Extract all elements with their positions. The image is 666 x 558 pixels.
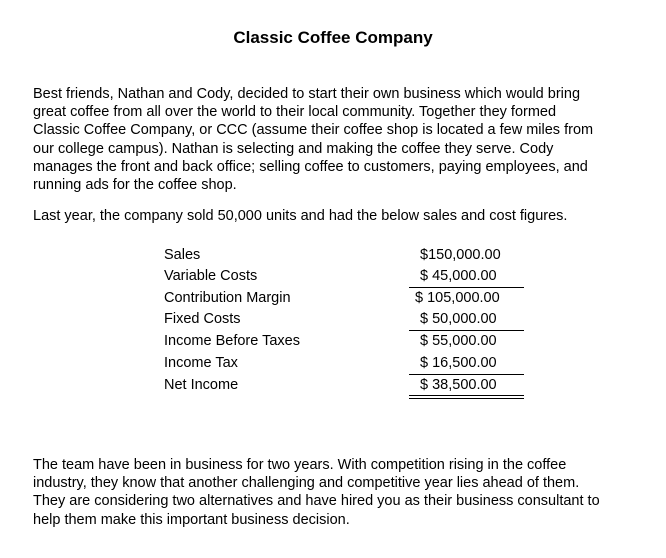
closing-line: They are considering two alternatives and have hired you as their business consultant to <box>33 493 600 510</box>
subtotal-rule <box>409 287 524 288</box>
closing-paragraph <box>33 456 600 529</box>
last-year-paragraph <box>33 207 567 225</box>
intro-line: Best friends, Nathan and Cody, decided to start their own business which would bring <box>33 86 581 102</box>
contribution-margin-label: Contribution Margin <box>164 290 291 306</box>
subtotal-rule <box>409 330 524 331</box>
intro-line: great coffee from all over the world to their local community. Together they formed <box>33 104 557 121</box>
fixed-costs-amount: $ 50,000.00 <box>420 311 497 327</box>
variable-costs-amount: $ 45,000.00 <box>420 268 497 284</box>
intro-paragraph <box>33 85 593 194</box>
income-tax-label: Income Tax <box>164 355 238 371</box>
income-before-taxes-amount: $ 55,000.00 <box>420 333 497 349</box>
intro-line: running ads for the coffee shop. <box>33 177 237 194</box>
fixed-costs-label: Fixed Costs <box>164 311 241 327</box>
net-income-label: Net Income <box>164 377 239 393</box>
closing-line: help them make this important business decision. <box>33 511 350 528</box>
last-year-line: Last year, the company sold 50,000 units and had the below sales and cost figures. <box>33 208 568 224</box>
document-title: Classic Coffee Company <box>233 28 433 47</box>
closing-line: industry, they know that another challenging and competitive year lies ahead of them. <box>33 475 580 492</box>
income-before-taxes-label: Income Before Taxes <box>164 333 300 349</box>
closing-line: The team have been in business for two years. With competition rising in the coffee <box>33 457 567 473</box>
intro-line: Classic Coffee Company, or CCC (assume their coffee shop is located a few miles from <box>33 122 594 139</box>
sales-label: Sales <box>164 247 201 263</box>
subtotal-rule <box>409 374 524 375</box>
sales-amount: $150,000.00 <box>420 247 501 263</box>
variable-costs-label: Variable Costs <box>164 268 258 284</box>
total-double-rule-top <box>409 395 524 396</box>
intro-line: our college campus). Nathan is selecting and making the coffee they serve. Cody <box>33 140 554 157</box>
net-income-amount: $ 38,500.00 <box>420 377 497 393</box>
total-double-rule-bottom <box>409 398 524 399</box>
intro-line: manages the front and back office; selling coffee to customers, paying employees, and <box>33 158 588 175</box>
income-tax-amount: $ 16,500.00 <box>420 355 497 371</box>
contribution-margin-amount: $ 105,000.00 <box>415 290 500 306</box>
